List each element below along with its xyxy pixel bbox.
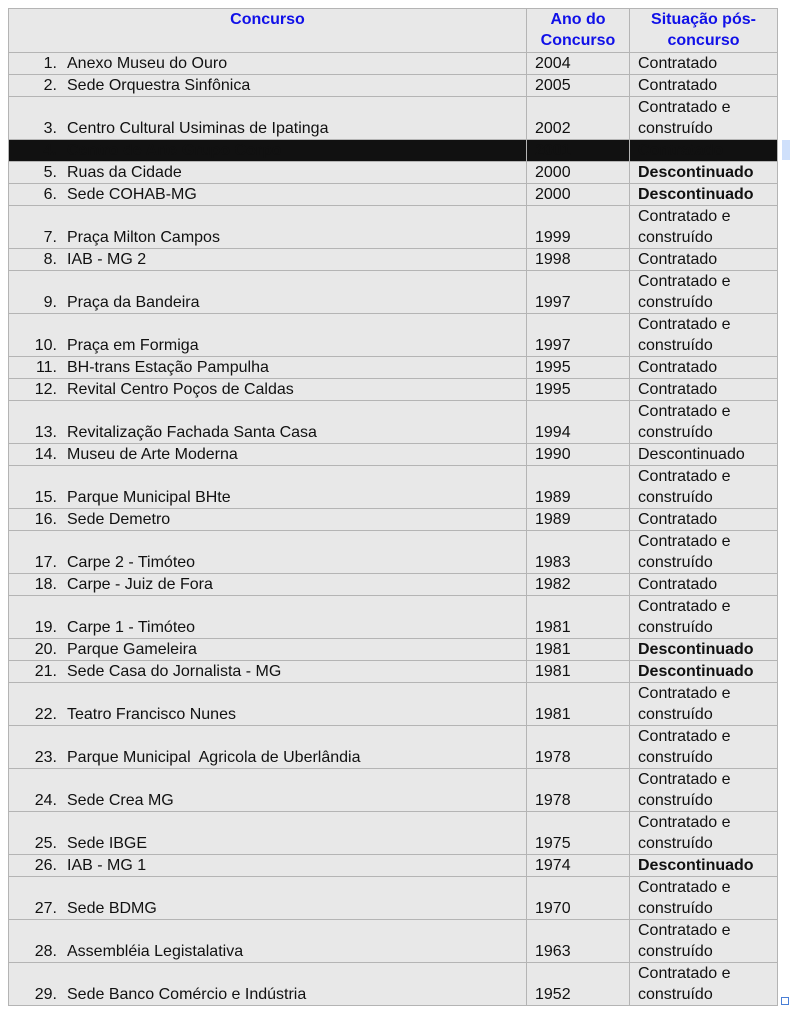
situacao-text: Descontinuado [638, 663, 754, 680]
cell-concurso[interactable] [9, 53, 527, 75]
concurso-name: Anexo Museu do Ouro [67, 55, 228, 72]
row-selection-marker [782, 140, 790, 160]
situacao-text: Contratado e construído [638, 879, 731, 917]
cell-ano[interactable]: 1995 [527, 357, 630, 379]
cell-situacao[interactable] [630, 97, 778, 140]
situacao-text: Contratado e construído [638, 99, 731, 137]
cell-concurso[interactable] [9, 596, 527, 639]
cell-situacao[interactable] [630, 271, 778, 314]
cell-concurso[interactable] [9, 466, 527, 509]
situacao-text: Contratado e construído [638, 468, 731, 506]
concurso-name: Revital Centro Poços de Caldas [67, 381, 294, 398]
concurso-name: Sede Crea MG [67, 792, 174, 809]
concurso-name: Parque Municipal BHte [67, 489, 231, 506]
concurso-name: IAB - MG 1 [67, 857, 147, 874]
cell-concurso[interactable] [9, 877, 527, 920]
concurso-name: Praça em Formiga [67, 337, 199, 354]
cell-concurso[interactable] [9, 184, 527, 206]
table-row[interactable] [9, 314, 778, 357]
cell-concurso[interactable] [9, 97, 527, 140]
cell-situacao[interactable] [630, 75, 778, 97]
cell-situacao[interactable] [630, 401, 778, 444]
cell-ano[interactable]: 1997 [527, 314, 630, 357]
situacao-text: Contratado [638, 55, 718, 72]
cell-ano[interactable]: 1999 [527, 206, 630, 249]
concurso-name: Museu de Arte Moderna [67, 446, 238, 463]
cell-ano[interactable]: 1981 [527, 639, 630, 661]
table-row[interactable] [9, 140, 778, 162]
situacao-text: Contratado [638, 142, 724, 159]
cell-concurso[interactable] [9, 963, 527, 1006]
situacao-text: Descontinuado [638, 186, 754, 203]
table-row[interactable] [9, 574, 778, 596]
table-row[interactable] [9, 769, 778, 812]
cell-concurso[interactable] [9, 683, 527, 726]
table-row[interactable] [9, 466, 778, 509]
situacao-text: Contratado [638, 251, 718, 268]
concurso-name: Sede Orquestra Sinfônica [67, 77, 251, 94]
situacao-text: Contratado [638, 511, 718, 528]
row-number: 12. [34, 381, 57, 398]
situacao-text: Descontinuado [638, 857, 754, 874]
cell-ano[interactable]: 1978 [527, 769, 630, 812]
table-row[interactable] [9, 162, 778, 184]
situacao-text: Contratado e construído [638, 598, 731, 636]
row-number: 26. [34, 857, 57, 874]
concursos-table [8, 8, 778, 1006]
table-resize-handle[interactable] [781, 997, 789, 1005]
concurso-name: Teatro Francisco Nunes [67, 706, 236, 723]
table-row[interactable] [9, 920, 778, 963]
situacao-text: Contratado [638, 359, 718, 376]
table-row[interactable] [9, 249, 778, 271]
cell-situacao[interactable] [630, 661, 778, 683]
row-number: 18. [34, 576, 57, 593]
cell-concurso[interactable] [9, 812, 527, 855]
cell-situacao[interactable] [630, 249, 778, 271]
situacao-text: Descontinuado [638, 641, 754, 658]
cell-ano[interactable]: 1989 [527, 509, 630, 531]
cell-ano[interactable]: 1990 [527, 444, 630, 466]
cell-concurso[interactable] [9, 531, 527, 574]
cell-ano[interactable]: 1998 [527, 249, 630, 271]
table-row[interactable] [9, 726, 778, 769]
situacao-text: Contratado e construído [638, 814, 731, 852]
situacao-text: Descontinuado [638, 446, 745, 463]
header-ano[interactable] [527, 9, 630, 53]
cell-situacao[interactable] [630, 314, 778, 357]
concurso-name: Sede Demetro [67, 511, 171, 528]
concurso-name: Ruas da Cidade [67, 164, 182, 181]
row-number: 8. [43, 251, 57, 268]
cell-situacao[interactable] [630, 639, 778, 661]
concurso-name: Centro de Arte Grupo Corpo [67, 142, 282, 159]
situacao-text: Contratado e construído [638, 965, 731, 1003]
cell-situacao[interactable] [630, 53, 778, 75]
situacao-text: Contratado e construído [638, 273, 731, 311]
row-number: 5. [43, 164, 57, 181]
row-number: 23. [34, 749, 57, 766]
cell-concurso[interactable] [9, 162, 527, 184]
table-row[interactable] [9, 877, 778, 920]
cell-concurso[interactable] [9, 661, 527, 683]
cell-concurso[interactable] [9, 401, 527, 444]
situacao-text: Contratado [638, 381, 718, 398]
cell-ano[interactable]: 1952 [527, 963, 630, 1006]
cell-concurso[interactable] [9, 574, 527, 596]
concurso-name: Parque Gameleira [67, 641, 197, 658]
header-concurso[interactable]: Concurso [9, 9, 527, 53]
header-situacao[interactable] [630, 9, 778, 53]
row-number: 25. [34, 835, 57, 852]
cell-concurso[interactable] [9, 769, 527, 812]
concurso-name: Parque Municipal Agricola de Uberlândia [67, 749, 361, 766]
cell-situacao[interactable] [630, 379, 778, 401]
cell-ano[interactable]: 2000 [527, 162, 630, 184]
cell-situacao[interactable] [630, 596, 778, 639]
table-row[interactable] [9, 75, 778, 97]
row-number: 15. [34, 489, 57, 506]
cell-situacao[interactable] [630, 726, 778, 769]
table-row[interactable] [9, 812, 778, 855]
concurso-name: BH-trans Estação Pampulha [67, 359, 269, 376]
row-number: 13. [34, 424, 57, 441]
situacao-text: Contratado e construído [638, 403, 731, 441]
cell-ano[interactable]: 1994 [527, 401, 630, 444]
cell-ano[interactable]: 1989 [527, 466, 630, 509]
row-number: 21. [34, 663, 57, 680]
cell-ano[interactable]: 1982 [527, 574, 630, 596]
cell-situacao[interactable] [630, 920, 778, 963]
cell-ano[interactable]: 2001 [527, 140, 630, 162]
concurso-name: IAB - MG 2 [67, 251, 147, 268]
row-number: 10. [34, 337, 57, 354]
table-row[interactable] [9, 206, 778, 249]
table-row[interactable] [9, 596, 778, 639]
table-row[interactable] [9, 444, 778, 466]
table-row[interactable] [9, 97, 778, 140]
situacao-text: Contratado e construído [638, 685, 731, 723]
cell-ano[interactable]: 1981 [527, 661, 630, 683]
cell-situacao[interactable] [630, 683, 778, 726]
row-number: 11. [35, 359, 57, 376]
cell-situacao[interactable] [630, 444, 778, 466]
cell-ano[interactable]: 2005 [527, 75, 630, 97]
table-row[interactable] [9, 271, 778, 314]
cell-ano[interactable]: 1981 [527, 683, 630, 726]
cell-situacao[interactable] [630, 466, 778, 509]
concurso-name: Sede IBGE [67, 835, 148, 852]
header-row [9, 9, 778, 53]
cell-ano[interactable]: 1974 [527, 855, 630, 877]
cell-situacao[interactable] [630, 855, 778, 877]
cell-ano[interactable]: 1963 [527, 920, 630, 963]
cell-ano[interactable]: 2002 [527, 97, 630, 140]
header-ano-text: Ano do Concurso [540, 11, 616, 49]
situacao-text: Descontinuado [638, 164, 754, 181]
concurso-name: Assembléia Legistalativa [67, 943, 244, 960]
cell-situacao[interactable] [630, 509, 778, 531]
table-row[interactable] [9, 379, 778, 401]
concurso-name: Sede COHAB-MG [67, 186, 197, 203]
cell-ano[interactable]: 1981 [527, 596, 630, 639]
concurso-name: Centro Cultural Usiminas de Ipatinga [67, 120, 329, 137]
table-row[interactable] [9, 531, 778, 574]
cell-ano[interactable]: 1975 [527, 812, 630, 855]
table-row[interactable] [9, 357, 778, 379]
table-body [9, 53, 778, 1006]
cell-ano[interactable]: 1995 [527, 379, 630, 401]
situacao-text: Contratado e construído [638, 728, 731, 766]
table-row[interactable] [9, 963, 778, 1006]
situacao-text: Contratado e construído [638, 208, 731, 246]
cell-concurso[interactable] [9, 271, 527, 314]
table-row[interactable] [9, 509, 778, 531]
row-number: 6. [43, 186, 57, 203]
cell-ano[interactable]: 2000 [527, 184, 630, 206]
table-row[interactable] [9, 639, 778, 661]
cell-concurso[interactable] [9, 379, 527, 401]
cell-situacao[interactable] [630, 769, 778, 812]
row-number: 7. [43, 229, 57, 246]
row-number: 28. [34, 943, 57, 960]
row-number: 3. [43, 120, 57, 137]
row-number: 14. [34, 446, 57, 463]
row-number: 17. [34, 554, 57, 571]
concurso-name: Carpe 1 - Timóteo [67, 619, 196, 636]
cell-ano[interactable]: 1997 [527, 271, 630, 314]
cell-situacao[interactable] [630, 206, 778, 249]
row-number: 16. [34, 511, 57, 528]
concurso-name: Revitalização Fachada Santa Casa [67, 424, 317, 441]
concurso-name: Sede Casa do Jornalista - MG [67, 663, 282, 680]
cell-situacao[interactable] [630, 574, 778, 596]
table-row[interactable] [9, 184, 778, 206]
cell-concurso[interactable] [9, 249, 527, 271]
cell-concurso[interactable] [9, 140, 527, 162]
concurso-name: Praça da Bandeira [67, 294, 200, 311]
cell-concurso[interactable] [9, 206, 527, 249]
table-row[interactable] [9, 401, 778, 444]
cell-concurso[interactable] [9, 444, 527, 466]
cell-concurso[interactable] [9, 357, 527, 379]
cell-concurso[interactable] [9, 726, 527, 769]
row-number: 22. [34, 706, 57, 723]
cell-situacao[interactable] [630, 531, 778, 574]
cell-ano[interactable]: 2004 [527, 53, 630, 75]
cell-ano[interactable]: 1983 [527, 531, 630, 574]
concurso-name: Carpe - Juiz de Fora [67, 576, 213, 593]
situacao-text: Contratado e construído [638, 922, 731, 960]
cell-situacao[interactable] [630, 162, 778, 184]
row-number: 24. [34, 792, 57, 809]
row-number: 29. [34, 986, 57, 1003]
row-number: 20. [34, 641, 57, 658]
concurso-name: Sede BDMG [67, 900, 157, 917]
cell-concurso[interactable] [9, 314, 527, 357]
row-number: 2. [43, 77, 57, 94]
table-row[interactable] [9, 683, 778, 726]
cell-concurso[interactable] [9, 75, 527, 97]
cell-concurso[interactable] [9, 639, 527, 661]
situacao-text: Contratado e construído [638, 533, 731, 571]
cell-concurso[interactable] [9, 920, 527, 963]
cell-ano[interactable]: 1978 [527, 726, 630, 769]
situacao-text: Contratado e construído [638, 771, 731, 809]
table-row[interactable] [9, 661, 778, 683]
concurso-name: Praça Milton Campos [67, 229, 220, 246]
cell-situacao[interactable] [630, 357, 778, 379]
cell-concurso[interactable] [9, 509, 527, 531]
concurso-name: Sede Banco Comércio e Indústria [67, 986, 307, 1003]
row-number: 19. [34, 619, 57, 636]
situacao-text: Contratado [638, 576, 718, 593]
cell-ano[interactable]: 1970 [527, 877, 630, 920]
row-number: 9. [43, 294, 57, 311]
header-situacao-text: Situação pós-concurso [651, 11, 756, 49]
cell-situacao[interactable] [630, 184, 778, 206]
cell-situacao[interactable] [630, 963, 778, 1006]
cell-situacao[interactable] [630, 140, 778, 162]
cell-situacao[interactable] [630, 812, 778, 855]
concurso-name: Carpe 2 - Timóteo [67, 554, 196, 571]
situacao-text: Contratado [638, 77, 718, 94]
cell-concurso[interactable] [9, 855, 527, 877]
table-row[interactable] [9, 53, 778, 75]
cell-situacao[interactable] [630, 877, 778, 920]
row-number: 4. [43, 142, 57, 159]
situacao-text: Contratado e construído [638, 316, 731, 354]
table-row[interactable] [9, 855, 778, 877]
row-number: 27. [34, 900, 57, 917]
row-number: 1. [43, 55, 57, 72]
